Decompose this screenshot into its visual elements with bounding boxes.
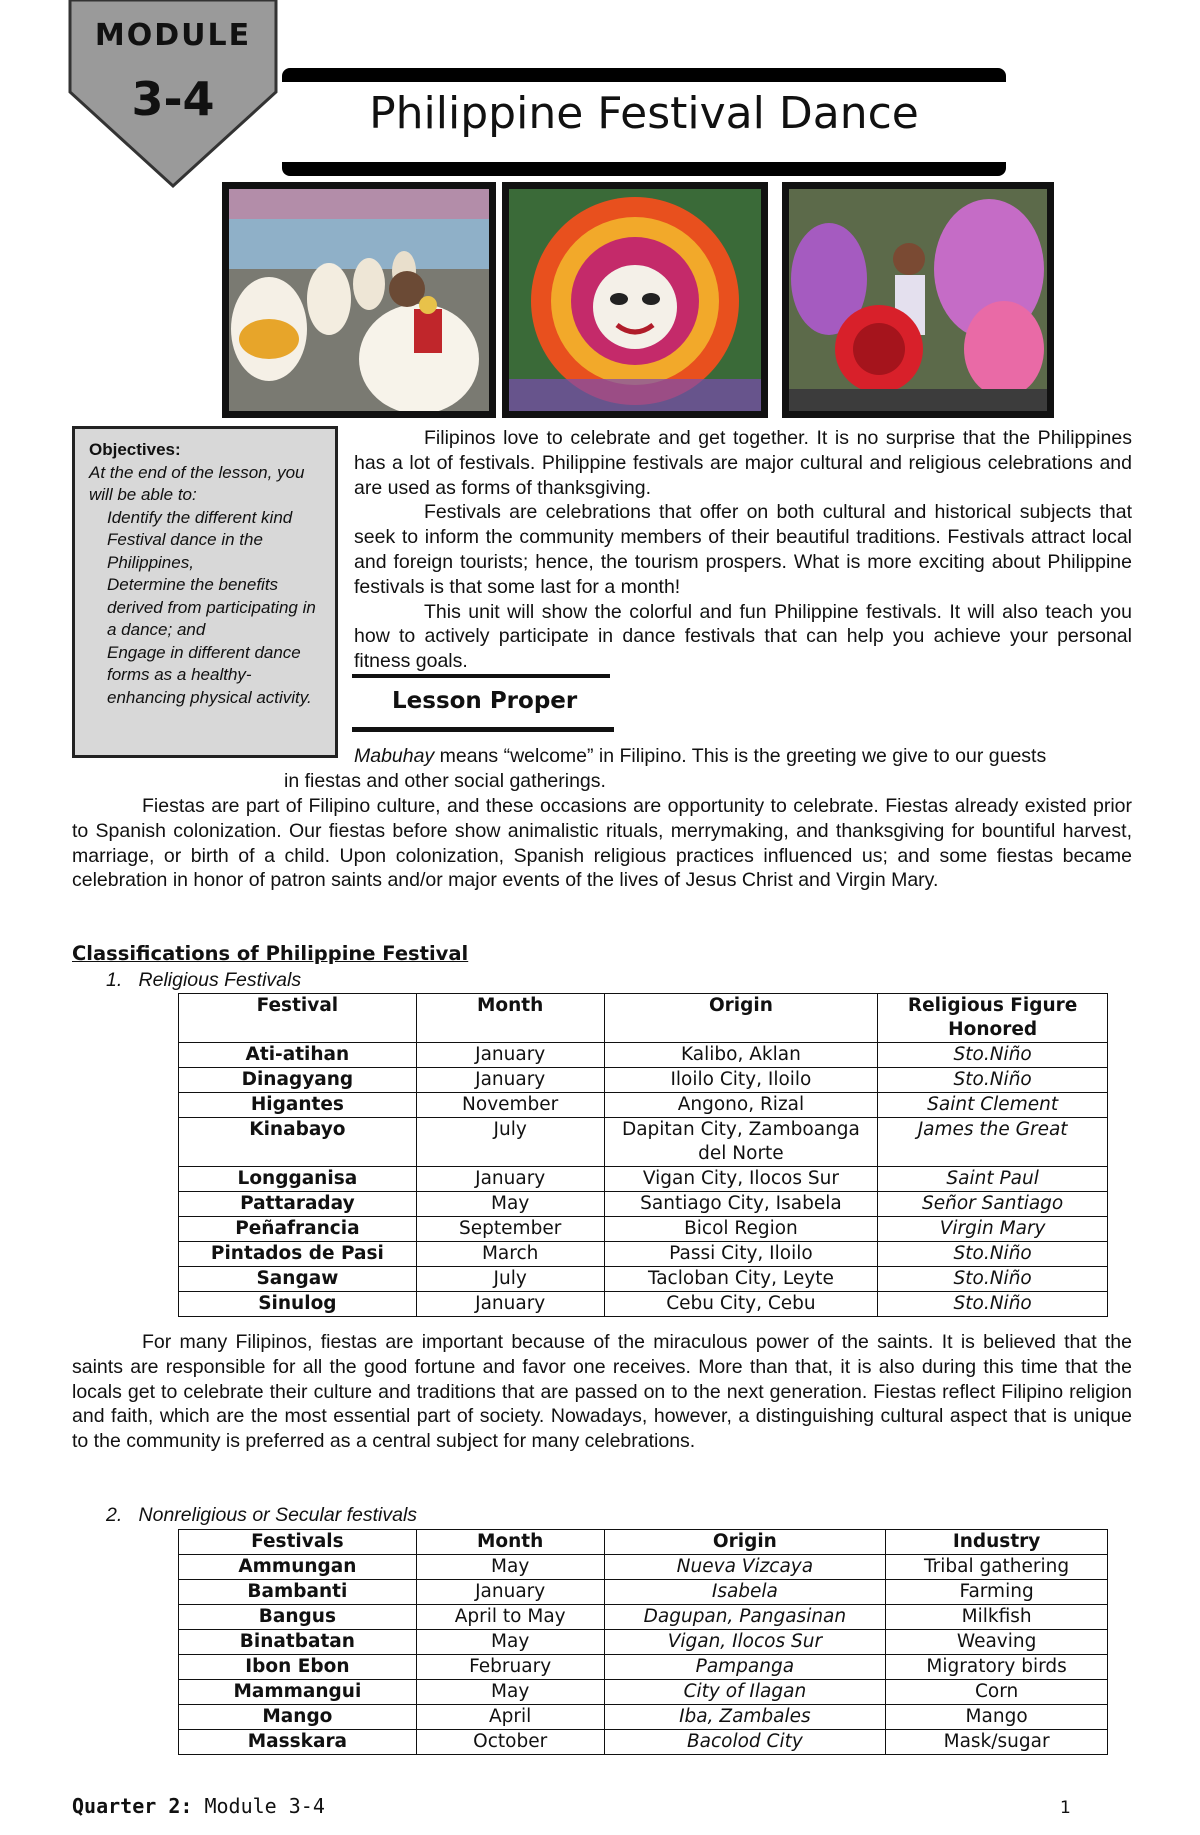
table-cell: Sto.Niño (878, 1292, 1108, 1317)
lesson-proper-heading: Lesson Proper (392, 688, 578, 714)
table-cell: Santiago City, Isabela (604, 1192, 878, 1217)
table-cell: Kinabayo (179, 1118, 417, 1167)
table-row (179, 1292, 1108, 1317)
intro-paragraph-2: Festivals are celebrations that offer on both cultural and historical subjects that seek to inform the community members of their beautiful traditions. Festivals attract local and foreign tourists; hence, the tourism prospers. What is more exciting about Philippine festivals is that some last for a month! (354, 501, 1132, 598)
table-row (179, 1555, 1108, 1580)
table-cell: Dagupan, Pangasinan (604, 1605, 886, 1630)
table-cell: Saint Clement (878, 1093, 1108, 1118)
page-number: 1 (1060, 1798, 1071, 1818)
mabuhay-word: Mabuhay (354, 745, 435, 767)
table-cell: April (416, 1705, 604, 1730)
table-cell: Passi City, Iloilo (604, 1242, 878, 1267)
secular-festivals-label: 2. Nonreligious or Secular festivals (106, 1504, 418, 1526)
table-cell: Mask/sugar (886, 1730, 1108, 1755)
table-row (179, 1217, 1108, 1242)
objectives-intro: At the end of the lesson, you will be able to: (89, 462, 305, 504)
table-row (179, 1192, 1108, 1217)
table-cell: Binatbatan (179, 1630, 417, 1655)
table-cell: January (416, 1068, 604, 1093)
table-header-row (179, 994, 1108, 1043)
table-cell: Corn (886, 1680, 1108, 1705)
table-cell: Pattaraday (179, 1192, 417, 1217)
table-cell: Iloilo City, Iloilo (604, 1068, 878, 1093)
objective-item: Engage in different dance forms as a healthy-enhancing physical activity. (107, 642, 312, 707)
table-cell: Milkfish (886, 1605, 1108, 1630)
table-row (179, 1267, 1108, 1292)
objectives-box (72, 426, 338, 758)
table-cell: Dinagyang (179, 1068, 417, 1093)
religious-festivals-label: 1. Religious Festivals (106, 969, 302, 991)
column-header: Religious Figure Honored (878, 994, 1108, 1043)
table-row (179, 1730, 1108, 1755)
secular-festivals-table (178, 1529, 1108, 1755)
column-header: Origin (604, 994, 878, 1043)
objectives-heading: Objectives: (89, 440, 181, 459)
table-cell: Virgin Mary (878, 1217, 1108, 1242)
table-cell: Vigan City, Ilocos Sur (604, 1167, 878, 1192)
butterfly-costume-photo (782, 182, 1054, 418)
table-cell: Mammangui (179, 1680, 417, 1705)
table-cell: Isabela (604, 1580, 886, 1605)
table-cell: January (416, 1043, 604, 1068)
table-cell: Tribal gathering (886, 1555, 1108, 1580)
table-cell: Weaving (886, 1630, 1108, 1655)
table-cell: Dapitan City, Zamboanga del Norte (604, 1118, 878, 1167)
table-cell: Saint Paul (878, 1167, 1108, 1192)
column-header: Month (416, 1530, 604, 1555)
table-cell: Ati-atihan (179, 1043, 417, 1068)
title-bar-top (282, 68, 1006, 82)
table-cell: Masskara (179, 1730, 417, 1755)
footer-module: Module 3-4 (192, 1794, 325, 1818)
footer-quarter: Quarter 2: (72, 1794, 193, 1818)
intro-paragraph-1: Filipinos love to celebrate and get together. It is no surprise that the Philippines has a lot of festivals. Philippine festivals are major cultural and religious celebrations and are used as forms of thanksgiving. (354, 427, 1132, 499)
table-cell: Ammungan (179, 1555, 417, 1580)
table-cell: James the Great (878, 1118, 1108, 1167)
table-cell: May (416, 1192, 604, 1217)
sinulog-dancers-photo (222, 182, 496, 418)
column-header: Festivals (179, 1530, 417, 1555)
mabuhay-line-2: in fiestas and other social gatherings. (284, 770, 606, 792)
table-cell: Señor Santiago (878, 1192, 1108, 1217)
table-cell: July (416, 1118, 604, 1167)
table-cell: November (416, 1093, 604, 1118)
table-cell: City of Ilagan (604, 1680, 886, 1705)
table-row (179, 1118, 1108, 1167)
table-header-row (179, 1530, 1108, 1555)
table-row (179, 1068, 1108, 1093)
table-cell: January (416, 1167, 604, 1192)
table-cell: Bambanti (179, 1580, 417, 1605)
table-cell: May (416, 1680, 604, 1705)
fiestas-paragraph: Fiestas are part of Filipino culture, and these occasions are opportunity to celebrate. Fiestas already existed prior to Spanish colonization. Our fiestas before show animalistic rituals, merrymaking, and thanksgiving for bountiful harvest, marriage, or birth of a child. Upon colonization, Spanish religious practices influenced us; and some fiestas became celebration in honor of patron saints and/or major events of the lives of Jesus Christ and Virgin Mary. (72, 795, 1132, 892)
table-row (179, 1680, 1108, 1705)
table-cell: Pampanga (604, 1655, 886, 1680)
table-cell: Mango (886, 1705, 1108, 1730)
religious-festivals-table (178, 993, 1108, 1317)
table-row (179, 1705, 1108, 1730)
table-cell: Ibon Ebon (179, 1655, 417, 1680)
column-header: Month (416, 994, 604, 1043)
miraculous-paragraph: For many Filipinos, fiestas are important because of the miraculous power of the saints. It is believed that the saints are responsible for all the good fortune and favor one receives. More than that, it is also during this time that the locals get to celebrate their culture and traditions that are passed on to the next generation. Fiestas reflect Filipino religion and faith, which are the most essential part of society. Nowadays, however, a distinguishing cultural aspect that is unique to the community is preferred as a central subject for many celebrations. (72, 1331, 1132, 1453)
page-footer (72, 1794, 325, 1818)
page-title: Philippine Festival Dance (369, 88, 919, 139)
table-row (179, 1580, 1108, 1605)
table-row (179, 1605, 1108, 1630)
table-cell: Sto.Niño (878, 1043, 1108, 1068)
table-row (179, 1167, 1108, 1192)
module-label: MODULE (94, 18, 252, 53)
table-cell: Sto.Niño (878, 1068, 1108, 1093)
intro-paragraph-3: This unit will show the colorful and fun Philippine festivals. It will also teach you how to actively participate in dance festivals that can help you achieve your personal fitness goals. (354, 600, 1132, 673)
table-cell: May (416, 1555, 604, 1580)
table-cell: Bicol Region (604, 1217, 878, 1242)
divider (352, 674, 610, 678)
table-cell: Bangus (179, 1605, 417, 1630)
table-cell: July (416, 1267, 604, 1292)
classifications-heading: Classifications of Philippine Festival (72, 942, 469, 965)
table-cell: Angono, Rizal (604, 1093, 878, 1118)
divider (352, 727, 614, 732)
mabuhay-rest: means “welcome” in Filipino. This is the greeting we give to our guests (434, 745, 1047, 767)
table-cell: Iba, Zambales (604, 1705, 886, 1730)
intro-text (354, 426, 1132, 674)
title-bar-bottom (282, 162, 1006, 176)
table-cell: Sto.Niño (878, 1267, 1108, 1292)
table-cell: March (416, 1242, 604, 1267)
column-header: Festival (179, 994, 417, 1043)
table-cell: May (416, 1630, 604, 1655)
objective-item: Determine the benefits derived from participating in a dance; and (107, 575, 316, 639)
table-cell: September (416, 1217, 604, 1242)
table-cell: Nueva Vizcaya (604, 1555, 886, 1580)
table-cell: Vigan, Ilocos Sur (604, 1630, 886, 1655)
table-row (179, 1630, 1108, 1655)
table-row (179, 1093, 1108, 1118)
table-cell: January (416, 1292, 604, 1317)
table-cell: Cebu City, Cebu (604, 1292, 878, 1317)
module-number: 3-4 (131, 72, 215, 126)
table-cell: Bacolod City (604, 1730, 886, 1755)
table-cell: Kalibo, Aklan (604, 1043, 878, 1068)
table-row (179, 1043, 1108, 1068)
table-row (179, 1242, 1108, 1267)
table-cell: Sangaw (179, 1267, 417, 1292)
masskara-mask-photo (502, 182, 768, 418)
table-cell: Farming (886, 1580, 1108, 1605)
table-cell: Mango (179, 1705, 417, 1730)
table-cell: Sinulog (179, 1292, 417, 1317)
table-cell: Peñafrancia (179, 1217, 417, 1242)
table-cell: January (416, 1580, 604, 1605)
objective-item: Identify the different kind Festival dance in the Philippines, (107, 507, 293, 572)
table-row (179, 1655, 1108, 1680)
table-cell: Tacloban City, Leyte (604, 1267, 878, 1292)
table-cell: Pintados de Pasi (179, 1242, 417, 1267)
table-cell: Higantes (179, 1093, 417, 1118)
column-header: Origin (604, 1530, 886, 1555)
table-cell: Migratory birds (886, 1655, 1108, 1680)
table-cell: April to May (416, 1605, 604, 1630)
table-cell: February (416, 1655, 604, 1680)
mabuhay-line (354, 744, 1132, 769)
table-cell: Longganisa (179, 1167, 417, 1192)
table-cell: October (416, 1730, 604, 1755)
column-header: Industry (886, 1530, 1108, 1555)
table-cell: Sto.Niño (878, 1242, 1108, 1267)
